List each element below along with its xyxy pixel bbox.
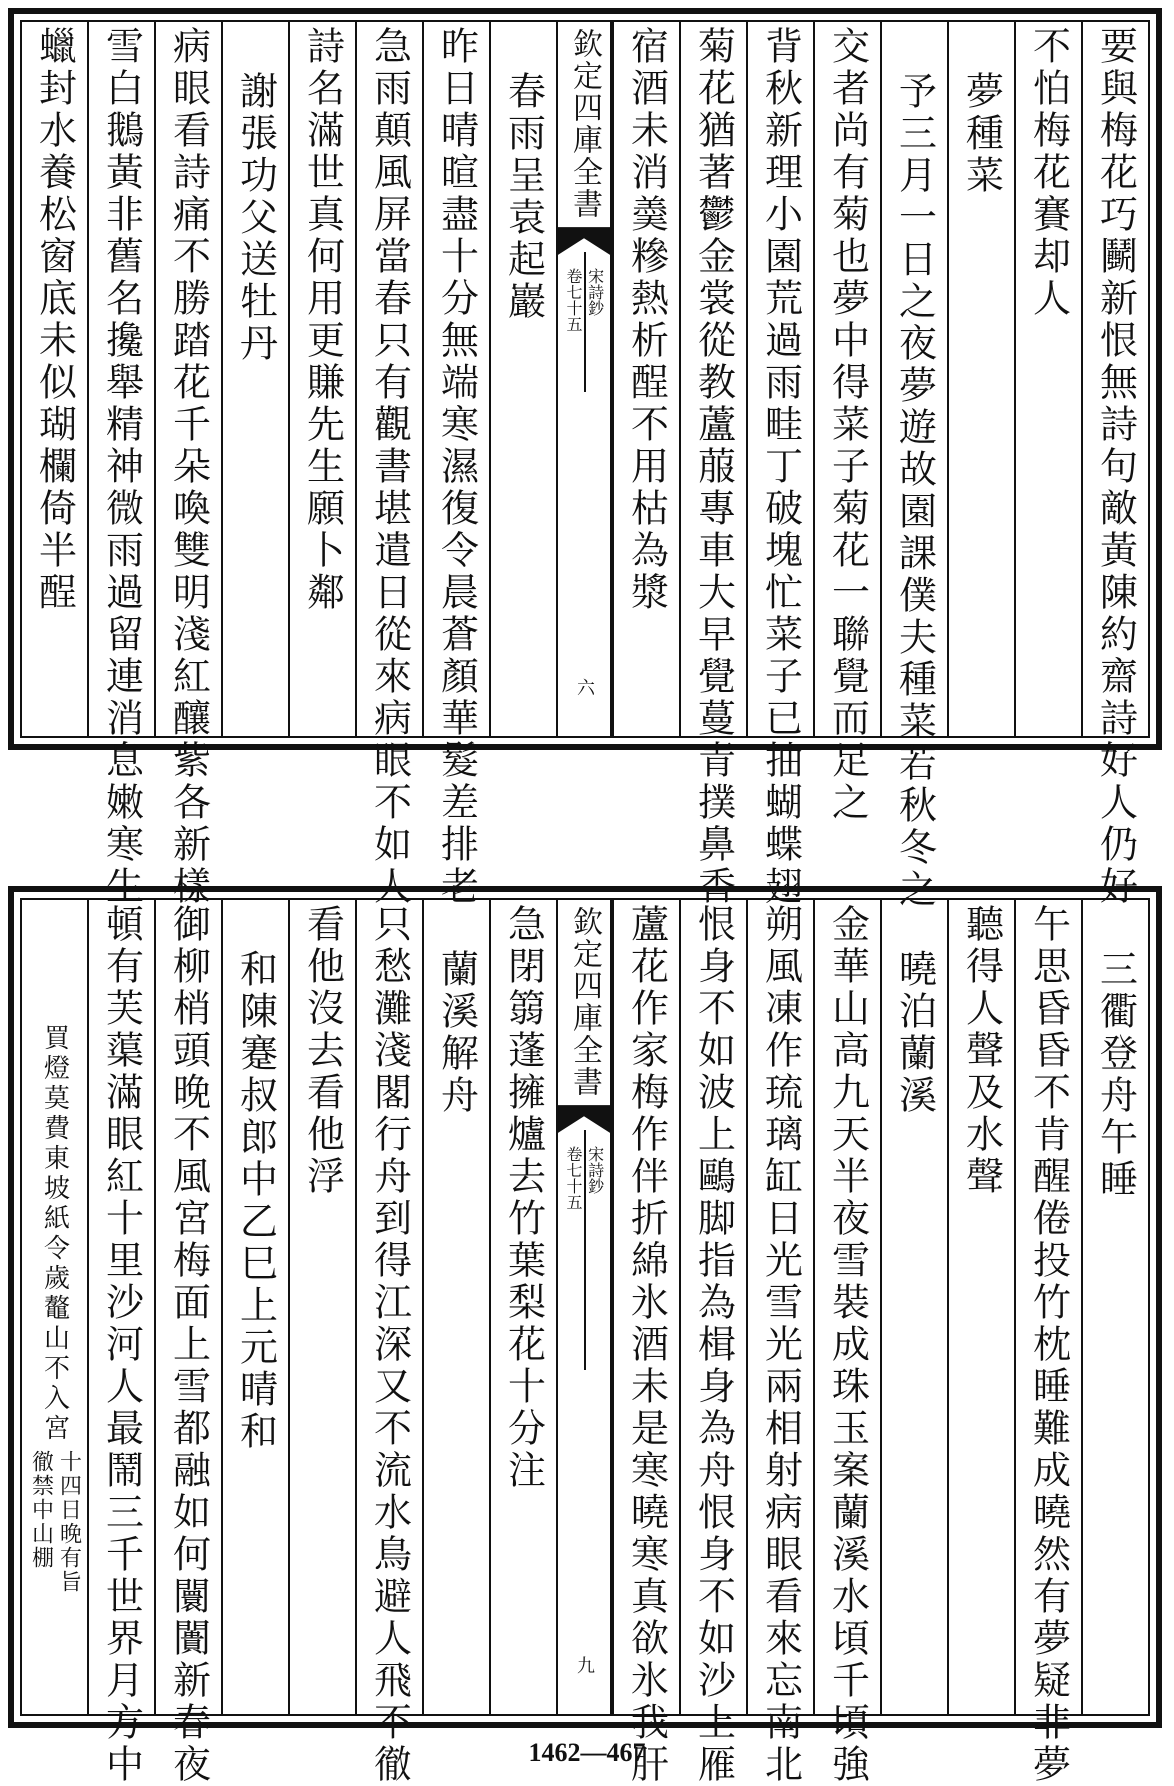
text-column [612,22,679,736]
spine-volume: 卷七十五 [564,268,583,332]
spine-page-number: 六 [574,678,595,696]
column-text: 御柳梢頭晚不風宮梅面上雪都融如何闤闠新春夜 [166,904,211,1786]
interlinear-note [30,1450,80,1594]
spine-collection-name: 宋詩鈔 [585,268,605,316]
poem-title-column [221,22,288,736]
poem-title-column [947,22,1014,736]
poem-title-column [422,900,489,1714]
text-column [612,900,679,1786]
poem-title-column [880,900,947,1714]
column-text: 急閉篛蓬擁爐去竹葉梨花十分注 [501,904,546,1492]
spine-header: 欽定四庫全書 [567,28,602,220]
column-text: 不怕梅花賽却人 [1026,26,1071,320]
text-column [1014,900,1081,1786]
column-text: 詩名滿世真何用更賺先生願卜鄰 [300,26,345,614]
note-line: 十四日晚有旨 [56,1450,82,1594]
text-column [288,22,355,736]
column-text: 頓有芙蕖滿眼紅十里沙河人最鬧三千世界月方中 [99,904,144,1786]
column-text: 宿酒未消羮糝熱析酲不用枯為漿 [624,26,669,614]
poem-title: 春雨呈袁起巖 [501,71,546,323]
column-text: 昨日晴暄盡十分無端寒濕復令晨蒼顏華髮差排老 [434,26,479,908]
note-line: 徹禁中山棚 [28,1450,54,1570]
column-text: 雪白鵝黃非舊名攙舉精神微雨過留連消息嫩寒生 [99,26,144,908]
column-text: 蠟封水養松窗底未似瑚欄倚半酲 [32,26,77,614]
book-spine-center [556,22,612,736]
text-column [1081,22,1148,908]
spine-page-number: 九 [574,1656,595,1674]
column-text: 背秋新理小園荒過雨畦丁破塊忙菜子已抽蝴蝶翅 [758,26,803,908]
spine-header: 欽定四庫全書 [567,906,602,1098]
column-text: 蘆花作家梅作伴折綿氷酒未是寒曉寒真欲氷我肝 [624,904,669,1786]
text-column [679,22,746,908]
poem-title: 曉泊蘭溪 [892,949,937,1117]
text-column [746,22,813,908]
column-text: 只愁灘淺閣行舟到得江深又不流水鳥避人飛不徹 [367,904,412,1786]
spine-collection-name: 宋詩鈔 [585,1146,605,1194]
poem-title: 三衢登舟午睡 [1093,949,1138,1201]
text-column [679,900,746,1786]
text-column [813,900,880,1786]
poem-title: 蘭溪解舟 [434,949,479,1117]
column-text: 交者尚有菊也夢中得菜子菊花一聯覺而足之 [825,26,870,824]
spine-volume: 卷七十五 [564,1146,583,1210]
poem-title-column [221,900,288,1714]
column-text: 午思昏昏不肯醒倦投竹枕睡難成曉然有夢疑非夢 [1026,904,1071,1786]
text-column [288,900,355,1714]
column-text: 朔風凍作琉璃缸日光雪光兩相射病眼看來忘南北 [758,904,803,1786]
column-text: 聽得人聲及水聲 [959,904,1004,1198]
book-spine-center [556,900,612,1714]
poem-title: 和陳蹇叔郎中乙巳上元晴和 [233,949,278,1453]
poem-title-column [1081,900,1148,1714]
poem-title: 夢種菜 [959,71,1004,197]
poem-title-column [489,22,556,736]
text-column [154,900,221,1786]
text-column [355,22,422,908]
spine-rule [584,1130,586,1370]
column-text: 急雨顛風屏當春只有觀書堪遣日從來病眼不如人 [367,26,412,908]
text-column [746,900,813,1786]
column-text: 菊花猶著鬱金裳從教蘆菔專車大早覺蔓青撲鼻香 [691,26,736,908]
text-column [947,900,1014,1714]
column-text: 買燈莫費東坡紙令歲鼇山不入宮 [39,1024,70,1444]
text-column [22,22,87,736]
text-column-with-note [22,900,87,1714]
text-column [1014,22,1081,736]
column-text: 看他沒去看他浮 [300,904,345,1198]
poem-title: 謝張功父送牡丹 [233,71,278,365]
top-page-panel [8,8,1162,911]
text-column [87,900,154,1786]
text-column [813,22,880,824]
page-footer-number: 1462—467 [528,1738,646,1767]
text-column [880,22,947,911]
text-column [422,22,489,908]
top-columns [22,22,1148,911]
spine-rule [584,252,586,392]
preface-text: 予三月一日之夜夢遊故園課僕夫種菜若秋冬之 [892,71,937,911]
column-text: 金華山高九天半夜雪裝成珠玉案蘭溪水頃千頃強 [825,904,870,1786]
text-column [154,22,221,908]
column-text: 要與梅花巧鬭新恨無詩句敵黃陳約齋詩好人仍好 [1093,26,1138,908]
text-column [355,900,422,1786]
text-column [87,22,154,908]
column-text: 病眼看詩痛不勝踏花千朵喚雙明淺紅釀紫各新樣 [166,26,211,908]
text-column [489,900,556,1714]
column-text: 恨身不如波上鷗脚指為楫身為舟恨身不如沙上雁 [691,904,736,1786]
